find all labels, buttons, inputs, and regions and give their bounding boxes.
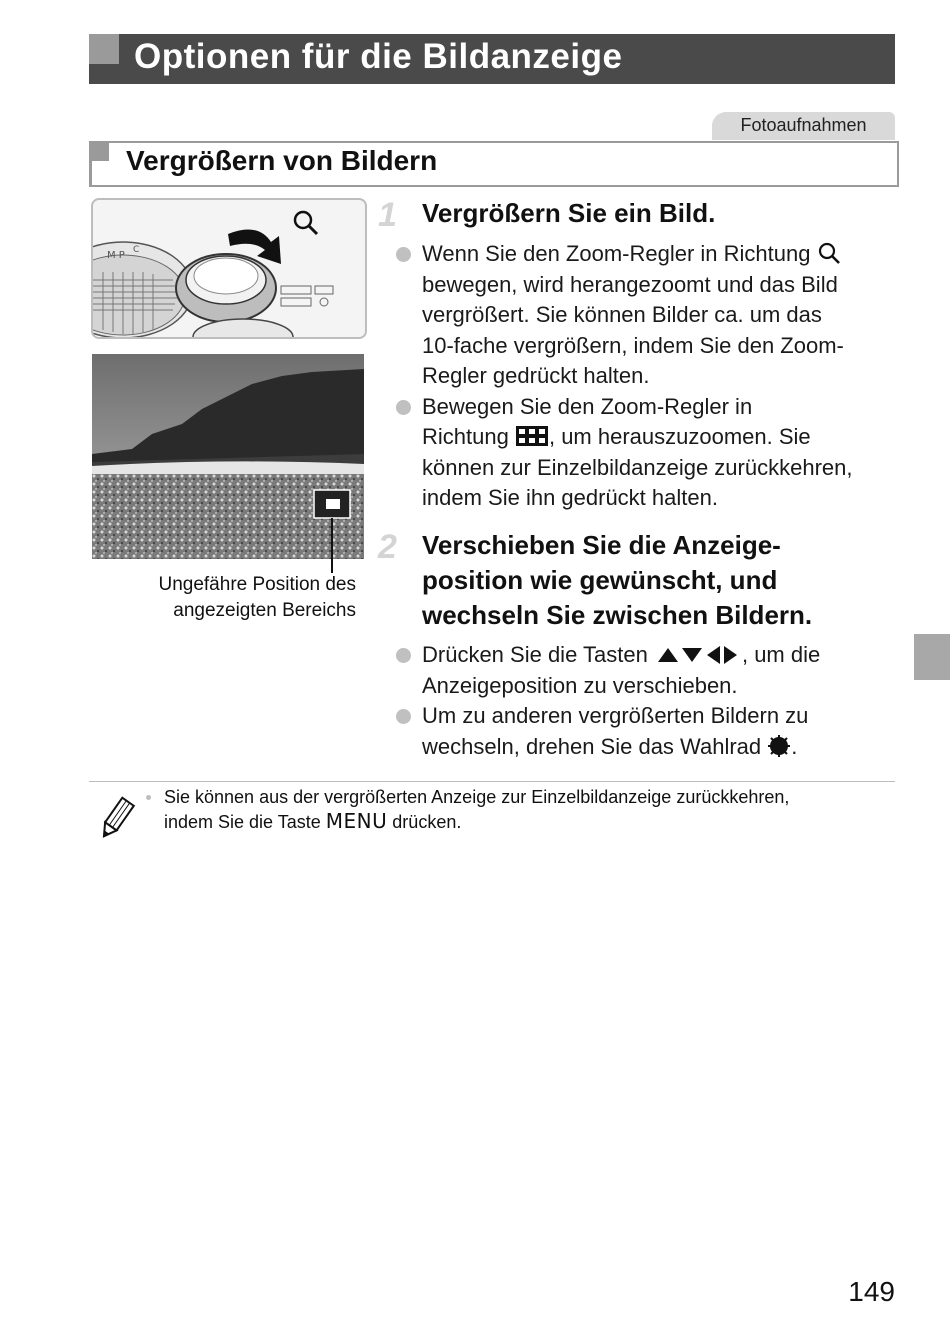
title-square-decoration	[89, 34, 119, 64]
step-title	[422, 528, 892, 633]
step-number: 1	[378, 196, 397, 234]
bullet-text: bewegen, wird herangezoomt und das Bild	[422, 271, 838, 297]
chapter-side-tab	[914, 634, 950, 680]
page-number: 149	[848, 1276, 895, 1307]
landscape-photo	[92, 354, 364, 559]
camera-zoom-lever-illustration	[91, 198, 367, 339]
step-number: 2	[378, 528, 397, 566]
svg-text:C: C	[133, 245, 140, 255]
bullet-dot	[396, 648, 411, 663]
bullet-text: können zur Einzelbildanzeige zurückkehren,	[422, 454, 853, 480]
note-text	[146, 785, 886, 834]
note-text-segment: indem Sie die Taste	[164, 812, 321, 832]
bullet-dot	[396, 709, 411, 724]
bullet-text: , um die	[741, 642, 821, 667]
note-line	[146, 809, 886, 834]
note-text-segment: drücken.	[392, 812, 462, 832]
bullet-text: wechseln, drehen Sie das Wahlrad	[422, 733, 762, 759]
bullet-text: Regler gedrückt halten.	[422, 363, 650, 388]
step-title-line: position wie gewünscht, und	[422, 565, 778, 595]
figure-caption-line: Ungefähre Position des	[158, 574, 356, 595]
bullet-text: Um zu anderen vergrößerten Bildern zu	[422, 703, 809, 728]
menu-button-glyph: MENU	[325, 809, 388, 833]
step-title: Vergrößern Sie ein Bild.	[422, 198, 716, 228]
bullet-text: .	[791, 733, 798, 759]
bullet-text: , um herauszuzoomen. Sie	[548, 424, 811, 449]
bullet-text: indem Sie ihn gedrückt halten.	[422, 485, 718, 510]
bullet-text: 10-fache vergrößern, indem Sie den Zoom-	[422, 332, 844, 358]
bullet-text: Drücken Sie die Tasten	[422, 642, 648, 667]
figure-caption	[92, 572, 356, 624]
bullet-item	[396, 640, 896, 701]
bullet-dot	[396, 247, 411, 262]
section-title: Vergrößern von Bildern	[126, 145, 438, 176]
arrow-keys-icon	[654, 645, 742, 665]
bullet-dot	[396, 400, 411, 415]
svg-text:M P: M P	[107, 250, 125, 261]
step-2-bullets	[396, 640, 896, 762]
mode-tab-label: Fotoaufnahmen	[740, 115, 867, 135]
step-title-line: wechseln Sie zwischen Bildern.	[422, 600, 813, 630]
section-square-decoration	[89, 141, 109, 161]
bullet-text: Wenn Sie den Zoom-Regler in Richtung	[422, 241, 811, 266]
step-1-bullets	[396, 239, 896, 514]
pencil-icon	[96, 796, 136, 842]
step-title-line: Verschieben Sie die Anzeige-	[422, 530, 781, 560]
control-dial-icon	[767, 735, 791, 757]
magnifier-icon	[817, 242, 843, 264]
note-line: Sie können aus der vergrößerten Anzeige zur Einzelbildanzeige zurückkehren,	[164, 787, 790, 807]
bullet-text: Anzeigeposition zu verschieben.	[422, 672, 738, 698]
caption-pointer-line	[330, 559, 334, 573]
bullet-text: vergrößert. Sie können Bilder ca. um das	[422, 302, 822, 327]
figure-caption-line: angezeigten Bereichs	[173, 600, 356, 621]
bullet-text: Bewegen Sie den Zoom-Regler in	[422, 393, 753, 419]
bullet-item	[396, 239, 896, 392]
chapter-title: Optionen für die Bildanzeige	[134, 37, 623, 76]
bullet-item	[396, 701, 896, 762]
note-bullet-dot	[146, 795, 151, 800]
index-grid-icon	[515, 425, 549, 447]
bullet-item	[396, 392, 896, 514]
bullet-text: Richtung	[422, 424, 509, 449]
note-divider	[89, 781, 895, 782]
